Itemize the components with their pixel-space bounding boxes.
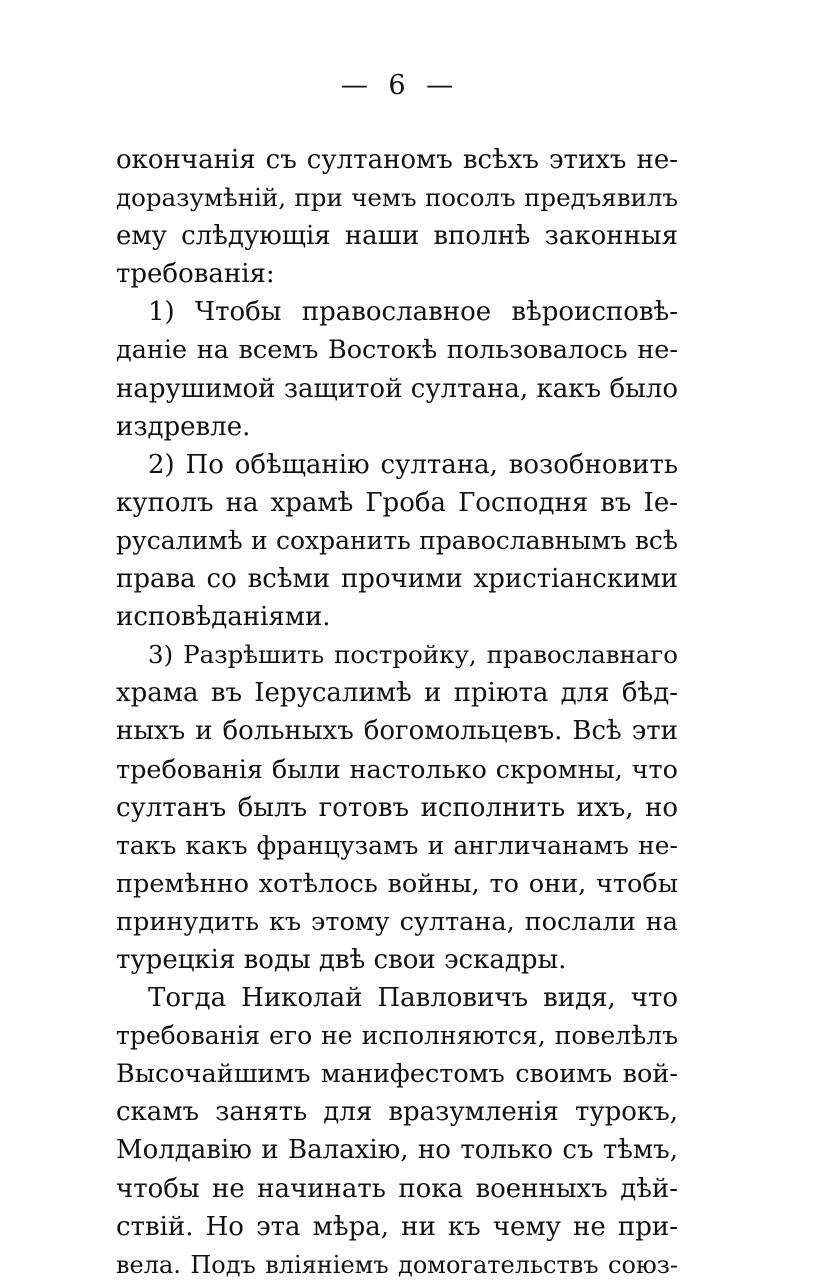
text-line: требованія были настолько скромны, что: [116, 754, 678, 785]
text-line: ныхъ и больныхъ богомольцевъ. Всѣ эти: [116, 716, 678, 747]
text-line: султанъ былъ готовъ исполнить ихъ, но: [116, 792, 678, 823]
text-line: чтобы не начинать пока военныхъ дѣй-: [116, 1173, 678, 1204]
text-line: исповѣданіями.: [116, 602, 331, 633]
text-line: вела. Подъ вліяніемъ домогательствъ союз-: [116, 1250, 678, 1279]
text-line: нарушимой защитой султана, какъ было: [116, 373, 678, 404]
text-line: принудить къ этому султана, послали на: [116, 906, 678, 937]
text-line: турецкія воды двѣ свои эскадры.: [116, 944, 567, 975]
text-line: ему слѣдующія наши вполнѣ законныя: [116, 221, 678, 252]
text-line: Молдавію и Валахію, но только съ тѣмъ,: [116, 1135, 678, 1166]
text-line: 3) Разрѣшить постройку, православнаго: [148, 640, 678, 670]
text-line: требованія:: [116, 259, 275, 290]
text-line: премѣнно хотѣлось войны, то они, чтобы: [116, 868, 678, 899]
text-line: 1) Чтобы православное вѣроисповѣ-: [148, 297, 678, 328]
text-line: ствій. Но эта мѣра, ни къ чему не при-: [116, 1211, 678, 1242]
text-line: требованія его не исполняются, повелѣлъ: [116, 1021, 678, 1051]
text-line: русалимѣ и сохранить православнымъ всѣ: [116, 525, 678, 555]
text-line: такъ какъ французамъ и англичанамъ не-: [116, 830, 678, 860]
text-line: храма въ Іерусалимѣ и пріюта для бѣд-: [116, 678, 678, 709]
text-line: даніе на всемъ Востокѣ пользовалось не-: [116, 335, 678, 366]
text-line: доразумѣній, при чемъ посолъ предъявилъ: [116, 183, 678, 213]
text-line: Высочайшимъ манифестомъ своимъ вой-: [116, 1059, 678, 1090]
text-line: права со всѣми прочими христіанскими: [116, 564, 678, 595]
text-line: куполъ на храмѣ Гроба Господня въ Іе-: [116, 487, 678, 518]
text-line: скамъ занять для вразумленія турокъ,: [116, 1097, 678, 1128]
page-number: — 6 —: [340, 70, 460, 101]
body-text: [116, 141, 678, 1284]
text-line: издревле.: [116, 411, 251, 442]
text-line: окончанія съ султаномъ всѣхъ этихъ не-: [116, 145, 678, 175]
text-line: Тогда Николай Павловичъ видя, что: [148, 983, 678, 1014]
text-line: 2) По обѣщанію султана, возобновить: [148, 449, 678, 480]
